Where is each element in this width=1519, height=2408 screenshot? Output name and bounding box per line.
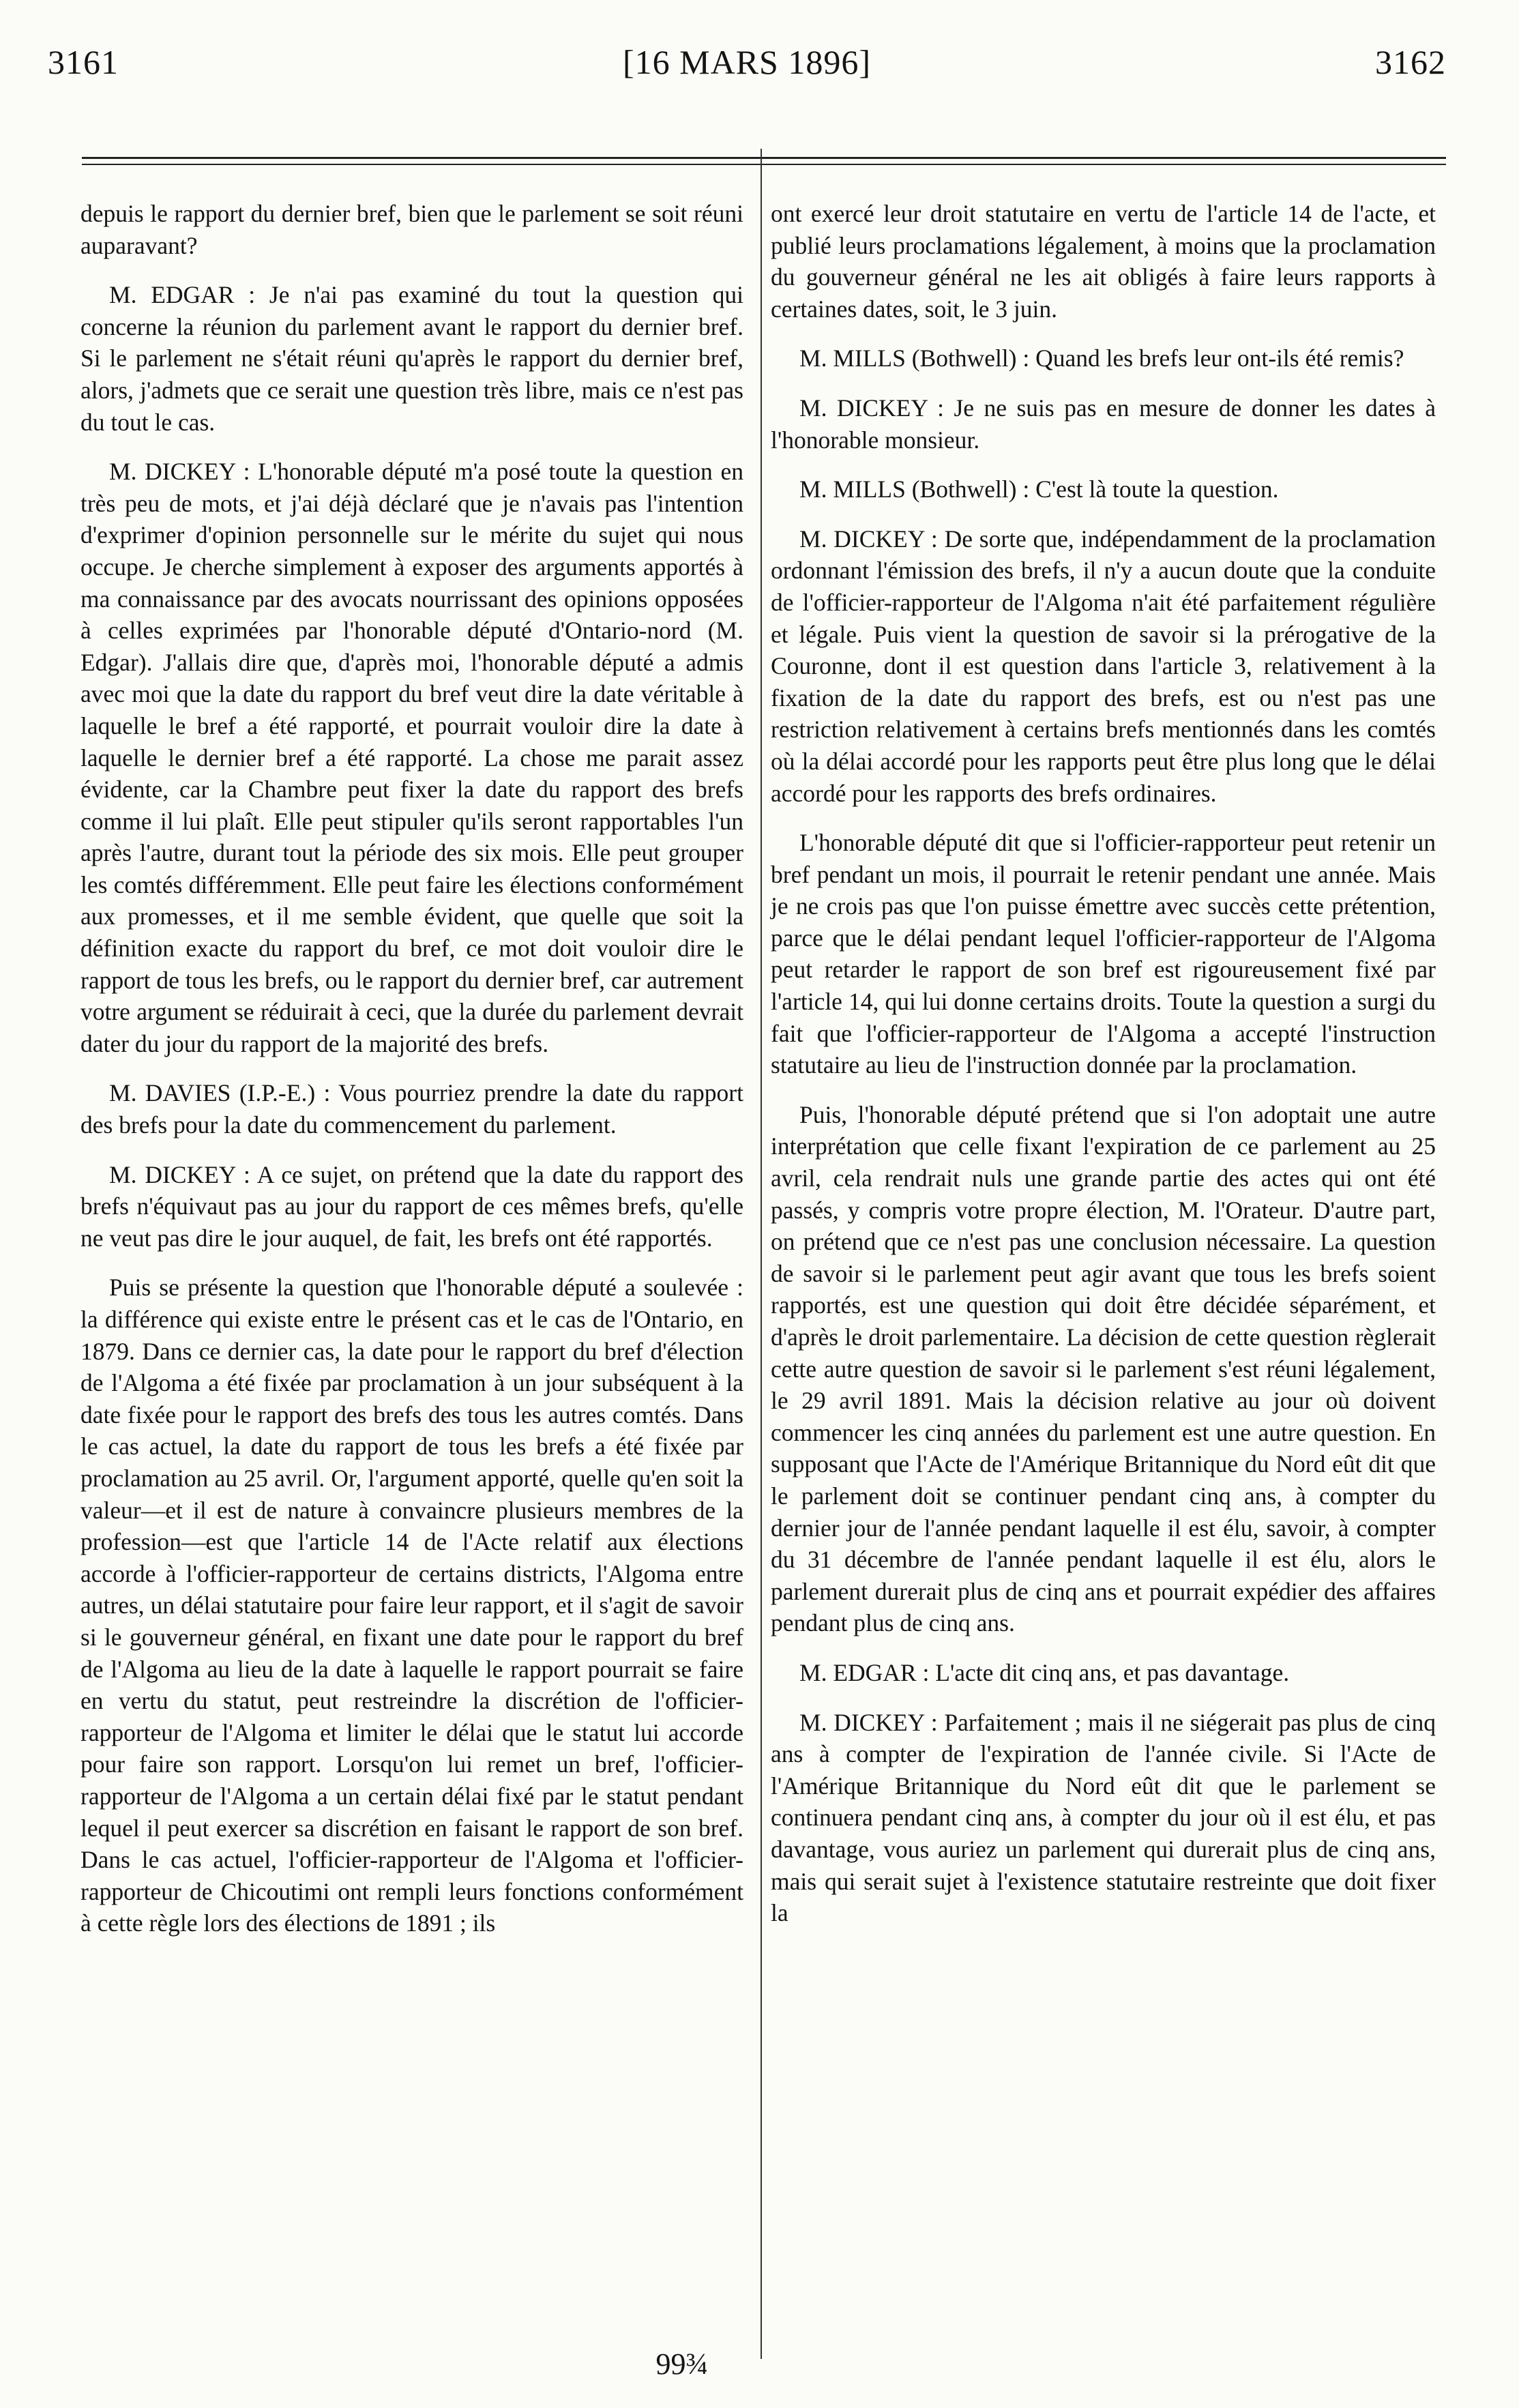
header-rule-top <box>82 157 1446 159</box>
paragraph: ont exercé leur droit statutaire en vertu de l'article 14 de l'acte, et publié leurs proclamations légalement, à moins que la proclamation du gouverneur général ne les ait obligés à faire leurs rapports à certaines dates, soit, le 3 juin. <box>771 200 1436 323</box>
paragraph: M. MILLS (Bothwell) : C'est là toute la question. <box>799 475 1279 503</box>
paragraph: M. DICKEY : L'honorable député m'a posé toute la question en très peu de mots, et j'ai déjà déclaré que je n'avais pas l'intention d'exprimer d'opinion personnelle sur le mérite du sujet qui nous occupe. Je cherche simplement à exposer des arguments apportés à ma connaissance par des avocats nourrissant des opinions opposées à celles exprimées par l'honorable député d'Ontario-nord (M. Edgar). J'allais dire que, d'après moi, l'honorable député a admis avec moi que la date du rapport du bref veut dire la date véritable à laquelle le bref a été rapporté, et pourrait vouloir dire la date à laquelle le dernier bref a été rapporté. La chose me parait assez évidente, car la Chambre peut fixer la date du rapport des brefs comme il lui plaît. Elle peut stipuler qu'ils seront rapportables l'un après l'autre, durant tout la période des six mois. Elle peut grouper les comtés différemment. Elle peut faire les élections conformément aux promesses, et il me semble évident, que quelle que soit la définition exacte du rapport du bref, ce mot doit vouloir dire le rapport de tous les brefs, ou le rapport du dernier bref, car autrement votre argument se réduirait à ceci, que la durée du parlement devrait dater du jour du rapport de la majorité des brefs. <box>80 458 743 1057</box>
paragraph: M. DAVIES (I.P.-E.) : Vous pourriez prendre la date du rapport des brefs pour la date du commencement du parlement. <box>80 1079 743 1139</box>
paragraph: M. DICKEY : Parfaitement ; mais il ne siégerait pas plus de cinq ans à compter de l'expiration de l'année civile. Si l'Acte de l'Amérique Britannique du Nord eût dit que le parlement se continuera pendant cinq ans, à compter du jour où il est élu, et pas davantage, vous auriez un parlement qui durerait plus de cinq ans, mais qui serait sujet à l'existence statutaire restreinte que doit fixer la <box>771 1708 1436 1927</box>
header-rule-bottom <box>82 164 1446 165</box>
right-page-number: 3162 <box>1375 43 1446 81</box>
page-header <box>48 42 1446 90</box>
paragraph: M. DICKEY : Je ne suis pas en mesure de donner les dates à l'honorable monsieur. <box>771 394 1436 454</box>
right-column <box>771 198 1436 1947</box>
paragraph: M. MILLS (Bothwell) : Quand les brefs leur ont-ils été remis? <box>799 344 1404 372</box>
paragraph: depuis le rapport du dernier bref, bien que le parlement se soit réuni auparavant? <box>80 200 743 259</box>
paragraph: M. EDGAR : L'acte dit cinq ans, et pas davantage. <box>799 1658 1290 1686</box>
paragraph: L'honorable député dit que si l'officier-rapporteur peut retenir un bref pendant un mois, il pourrait le retenir pendant une année. Mais je ne crois pas que l'on puisse émettre avec succès cette prétention, parce que le délai pendant lequel l'officier-rapporteur de l'Algoma peut retarder le rapport de son bref est rigoureusement fixé par l'article 14, qui lui donne certains droits. Toute la question a surgi du fait que l'officier-rapporteur de l'Algoma a accepté l'instruction statutaire au lieu de l'instruction donnée par la proclamation. <box>771 829 1436 1079</box>
paragraph: M. DICKEY : A ce sujet, on prétend que la date du rapport des brefs n'équivaut pas au jour du rapport de ces mêmes brefs, qu'elle ne veut pas dire le jour auquel, de fait, les brefs ont été rapportés. <box>80 1160 743 1252</box>
paragraph: M. DICKEY : De sorte que, indépendamment de la proclamation ordonnant l'émission des brefs, il n'y a aucun doute que la conduite de l'officier-rapporteur de l'Algoma n'ait été parfaitement régulière et légale. Puis vient la question de savoir si la prérogative de la Couronne, dont il est question dans l'article 3, relativement à la fixation de la date du rapport des brefs, est ou n'est pas une restriction relativement à certains brefs mentionnés dans les comtés où la délai accordé pour les rapports peut être plus long que le délai accordé pour les rapports des brefs ordinaires. <box>771 525 1436 807</box>
page-date: [16 MARS 1896] <box>622 43 872 81</box>
paragraph: Puis se présente la question que l'honorable député a soulevée : la différence qui existe entre le présent cas et le cas de l'Ontario, en 1879. Dans ce dernier cas, la date pour le rapport du bref d'élection de l'Algoma a été fixée par proclamation à un jour subséquent à la date fixée pour le rapport des brefs des tous les autres comtés. Dans le cas actuel, la date du rapport de tous les brefs a été fixée par proclamation au 25 avril. Or, l'argument apporté, quelle qu'en soit la valeur—et il est de nature à convaincre plusieurs membres de la profession—est que l'article 14 de l'Acte relatif aux élections accorde à l'officier-rapporteur de certains districts, l'Algoma entre autres, un délai statutaire pour faire leur rapport, et il s'agit de savoir si le gouverneur général, en fixant une date pour le rapport du bref de l'Algoma au lieu de la date à laquelle le rapport pourrait se faire en vertu du statut, peut restreindre la discrétion de l'officier-rapporteur de l'Algoma et limiter le délai que le statut lui accorde pour faire son rapport. Lorsqu'on lui remet un bref, l'officier-rapporteur de l'Algoma a un certain délai fixé par le statut pendant lequel il peut exercer sa discrétion en faisant le rapport de son bref. Dans le cas actuel, l'officier-rapporteur de l'Algoma et l'officier-rapporteur de Chicoutimi ont rempli leurs fonctions conformément à cette règle lors des élections de 1891 ; ils <box>80 1274 743 1937</box>
left-column <box>80 198 743 1957</box>
paragraph: Puis, l'honorable député prétend que si l'on adoptait une autre interprétation que celle fixant l'expiration de ce parlement au 25 avril, cela rendrait nuls une grande partie des actes qui ont été passés, y compris votre propre élection, M. l'Orateur. D'autre part, on prétend que ce n'est pas une conclusion nécessaire. La question de savoir si le parlement peut agir avant que tous les brefs soient rapportés, est une question qui doit être décidée séparément, et d'après le droit parlementaire. La décision de cette question règlerait cette autre question de savoir si le parlement s'est réuni légalement, le 29 avril 1891. Mais la décision relative au jour où doivent commencer les cinq années du parlement est une autre question. En supposant que l'Acte de l'Amérique Britannique du Nord eût dit que le parlement doit se continuer pendant cinq ans, à compter du dernier jour de l'année pendant laquelle il est élu, savoir, à compter du 31 décembre de l'année pendant laquelle il est élu, alors le parlement durerait plus de cinq ans et pourrait expédier des affaires pendant plus de cinq ans. <box>771 1100 1436 1637</box>
folio-number: 99¾ <box>655 2347 709 2381</box>
column-divider <box>761 149 762 2359</box>
left-page-number: 3161 <box>48 43 119 81</box>
paragraph: M. EDGAR : Je n'ai pas examiné du tout la question qui concerne la réunion du parlement avant le rapport du dernier bref. Si le parlement ne s'était réuni qu'après le rapport du dernier bref, alors, j'admets que ce serait une question très libre, mais ce n'est pas du tout le cas. <box>80 281 743 436</box>
